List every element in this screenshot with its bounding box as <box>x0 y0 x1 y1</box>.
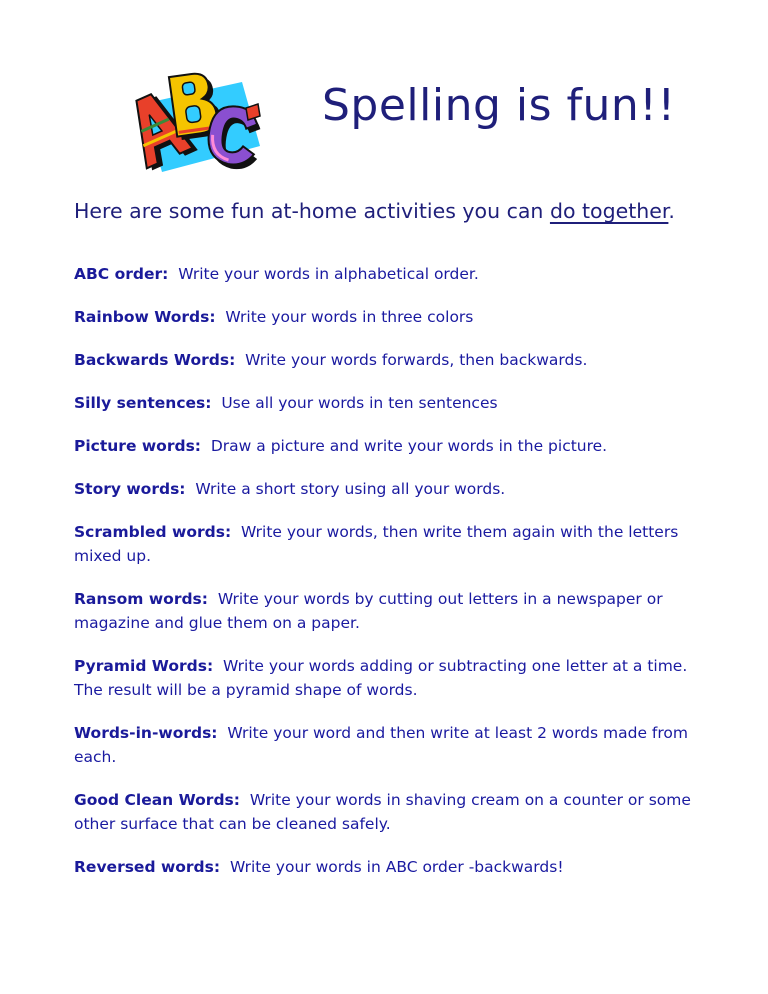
activity-description: Write your words in alphabetical order. <box>178 265 479 283</box>
activity-description: Use all your words in ten sentences <box>221 394 498 412</box>
activity-name: ABC order: <box>74 265 169 283</box>
intro-text <box>74 196 675 226</box>
activity-item-ransom-words <box>74 587 714 635</box>
activity-item-words-in-words <box>74 721 714 769</box>
activity-item-scrambled-words <box>74 520 714 568</box>
activity-description: Write your words forwards, then backwards. <box>245 351 588 369</box>
abc-blocks-icon <box>122 68 262 180</box>
activity-item-picture-words <box>74 434 714 458</box>
page-title: Spelling is fun!! <box>322 80 676 131</box>
activity-description: Draw a picture and write your words in the picture. <box>210 437 608 455</box>
activity-name: Good Clean Words: <box>74 791 240 809</box>
activity-description: Write your words, then write them again with the letters mixed up. <box>74 523 679 565</box>
activity-description: Write a short story using all your words. <box>195 480 506 498</box>
intro-text-start: Here are some fun at-home activities you can <box>74 199 550 223</box>
activity-item-abc-order <box>74 262 714 286</box>
activity-description: Write your words by cutting out letters in a newspaper or magazine and glue them on a paper. <box>74 590 663 632</box>
activity-item-story-words <box>74 477 714 501</box>
activity-description: Write your words in three colors <box>225 308 474 326</box>
activity-list <box>74 262 714 898</box>
activity-description: Write your words in ABC order -backwards! <box>229 858 564 876</box>
activity-name: Scrambled words: <box>74 523 232 541</box>
activity-description: Write your words adding or subtracting one letter at a time. The result will be a pyramid shape of words. <box>74 657 688 699</box>
activity-item-good-clean-words <box>74 788 714 836</box>
activity-description: Write your words in shaving cream on a counter or some other surface that can be cleaned safely. <box>74 791 691 833</box>
activity-item-silly-sentences <box>74 391 714 415</box>
activity-description: Write your word and then write at least 2 words made from each. <box>74 724 688 766</box>
activity-item-backwards-words <box>74 348 714 372</box>
activity-item-pyramid-words <box>74 654 714 702</box>
activity-name: Words-in-words: <box>74 724 218 742</box>
activity-name: Silly sentences: <box>74 394 212 412</box>
activity-item-rainbow-words <box>74 305 714 329</box>
activity-name: Picture words: <box>74 437 201 455</box>
activity-name: Story words: <box>74 480 186 498</box>
intro-text-end: . <box>668 199 675 223</box>
activity-name: Rainbow Words: <box>74 308 216 326</box>
activity-name: Reversed words: <box>74 858 221 876</box>
activity-name: Pyramid Words: <box>74 657 214 675</box>
activity-name: Backwards Words: <box>74 351 236 369</box>
activity-name: Ransom words: <box>74 590 208 608</box>
activity-item-reversed-words <box>74 855 714 879</box>
intro-text-underlined: do together <box>549 199 669 223</box>
